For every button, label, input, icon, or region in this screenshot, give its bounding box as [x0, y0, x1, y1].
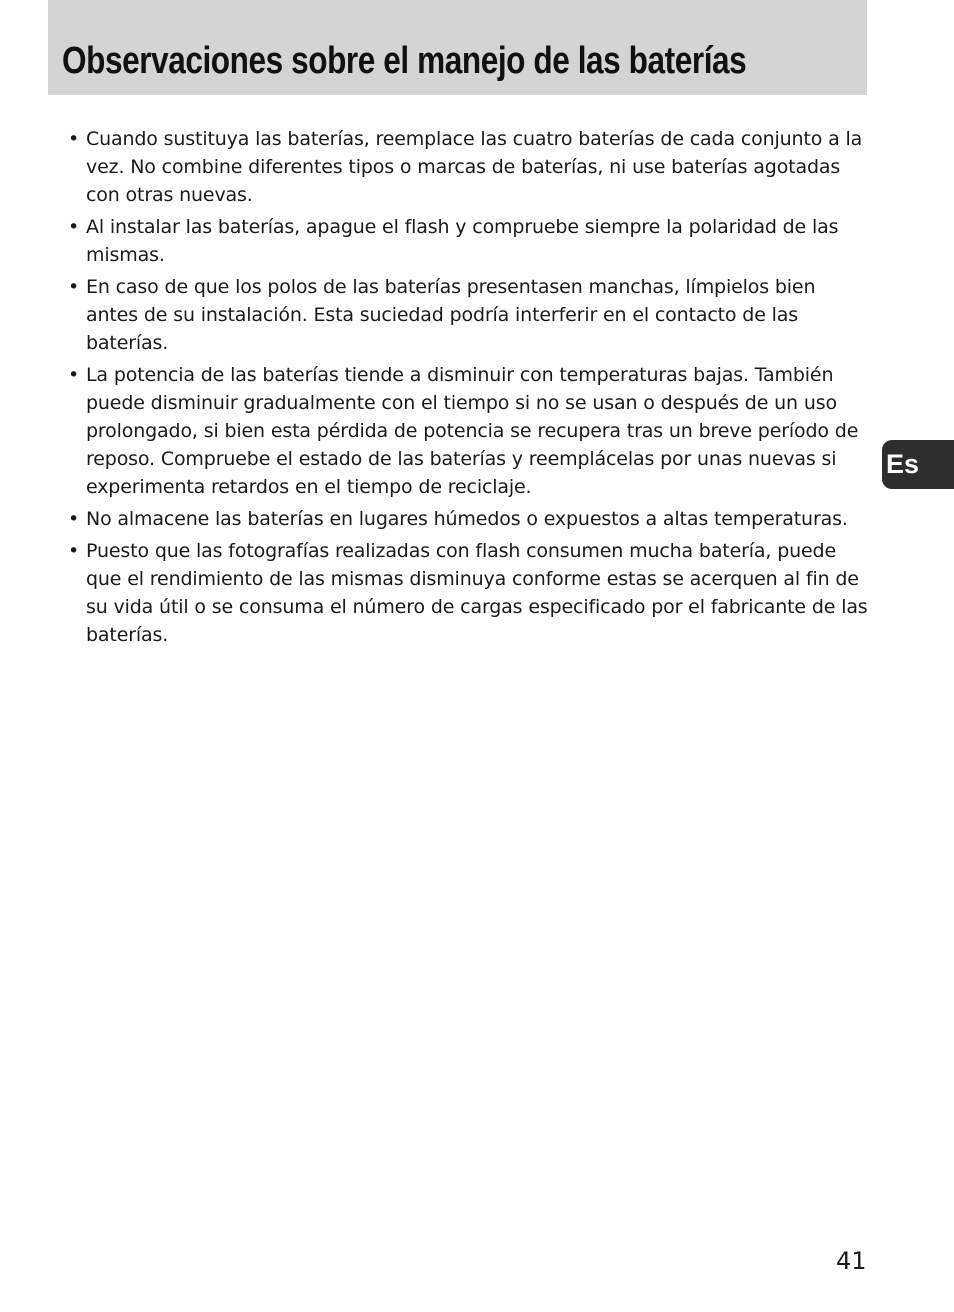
bullet-dot: • [68, 508, 80, 530]
language-tab-label: Es [886, 449, 920, 479]
bullet-dot: • [68, 276, 80, 298]
list-item-text: En caso de que los polos de las baterías presentasen manchas, límpielos bien antes de su instalación. Esta suciedad podría interferir en el contacto de las baterías. [86, 276, 816, 354]
bullet-dot: • [68, 216, 80, 238]
bullet-dot: • [68, 540, 80, 562]
page-number: 41 [836, 1247, 867, 1275]
bullet-dot: • [68, 364, 80, 386]
bullet-dot: • [68, 128, 80, 150]
list-item [68, 213, 868, 269]
title-band [48, 0, 867, 95]
bullet-list [68, 125, 868, 653]
list-item [68, 125, 868, 209]
list-item [68, 273, 868, 357]
language-tab [882, 440, 954, 489]
list-item-text: Cuando sustituya las baterías, reemplace las cuatro baterías de cada conjunto a la vez. No combine diferentes tipos o marcas de baterías, ni use baterías agotadas con otras nuevas. [86, 128, 863, 206]
list-item [68, 361, 868, 501]
list-item-text: Al instalar las baterías, apague el flash y compruebe siempre la polaridad de las mismas. [86, 216, 839, 266]
list-item-text: Puesto que las fotografías realizadas con flash consumen mucha batería, puede que el rendimiento de las mismas disminuya conforme estas se acerquen al fin de su vida útil o se consuma el número de cargas especificado por el fabricante de las baterías. [86, 540, 868, 646]
list-item-text: No almacene las baterías en lugares húmedos o expuestos a altas temperaturas. [86, 508, 848, 530]
list-item [68, 505, 868, 533]
page-title: Observaciones sobre el manejo de las baterías [62, 40, 747, 82]
list-item-text: La potencia de las baterías tiende a disminuir con temperaturas bajas. También puede disminuir gradualmente con el tiempo si no se usan o después de un uso prolongado, si bien esta pérdida de potencia se recupera tras un breve período de reposo. Compruebe el estado de las baterías y reemplácelas por unas nuevas si experimenta retardos en el tiempo de reciclaje. [86, 364, 859, 498]
list-item [68, 537, 868, 649]
